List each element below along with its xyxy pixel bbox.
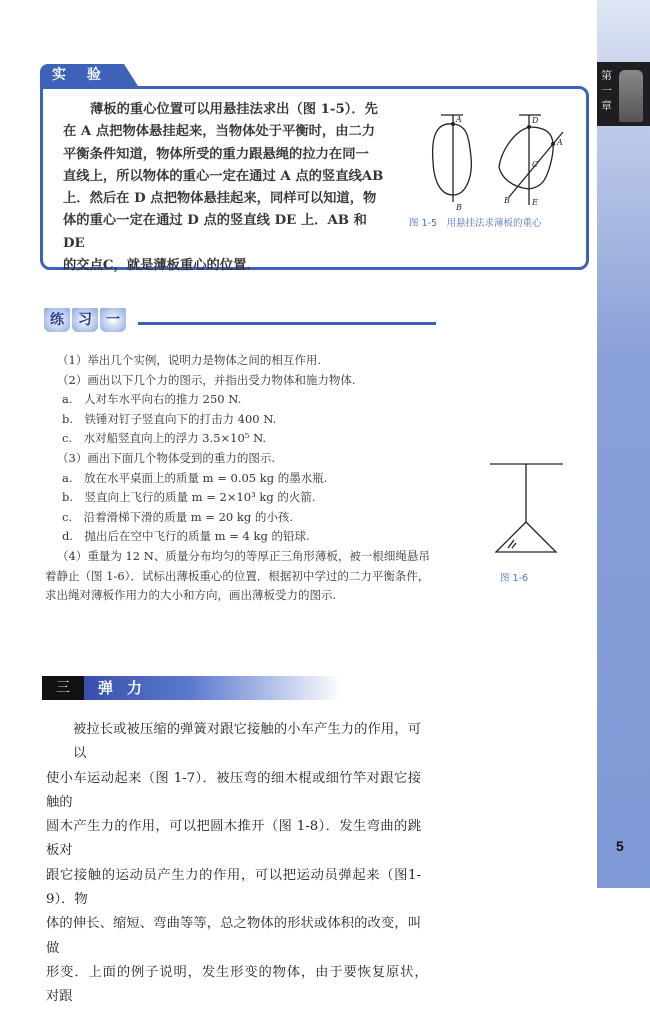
text-line: 被拉长或被压缩的弹簧对跟它接触的小车产生力的作用，可以 bbox=[73, 722, 421, 762]
text-line: 上．然后在 D 点把物体悬挂起来，同样可以知道，物 bbox=[63, 191, 377, 207]
text-line: 体的重心一定在通过 D 点的竖直线 DE 上．AB 和 DE bbox=[63, 213, 367, 251]
text-line: 体的伸长、缩短、弯曲等等，总之物体的形状或体积的改变，叫做 bbox=[46, 916, 421, 956]
exercise-title-char: 一 bbox=[100, 308, 126, 332]
text-line: 圆木产生力的作用，可以把圆木推开（图 1-8）．发生弯曲的跳板对 bbox=[46, 819, 421, 859]
page-number: 5 bbox=[616, 838, 624, 854]
label-d: D bbox=[532, 116, 539, 125]
figure-1-5 bbox=[401, 107, 571, 227]
exercise-heading bbox=[44, 308, 128, 332]
exercise-item: （1）举出几个实例，说明力是物体之间的相互作用. bbox=[57, 353, 321, 367]
label-a: A bbox=[456, 115, 462, 124]
text-line: 薄板的重心位置可以用悬挂法求出（图 1-5）．先 bbox=[90, 102, 378, 117]
text-line: 形变．上面的例子说明，发生形变的物体，由于要恢复原状， 对跟 bbox=[46, 964, 435, 1005]
section-title: 弹力 bbox=[98, 679, 157, 697]
chapter-sidebar bbox=[597, 0, 650, 888]
text-line: 使小车运动起来（图 1-7）．被压弯的细木棍或细竹竿对跟它接触的 bbox=[46, 770, 421, 810]
section-header bbox=[42, 676, 342, 700]
exercise-item: c. 沿着滑梯下滑的质量 m = 20 kg 的小孩. bbox=[62, 509, 294, 524]
exercise-item: a. 放在水平桌面上的质量 m = 0.05 kg 的墨水瓶. bbox=[62, 470, 328, 485]
label-b: B bbox=[456, 203, 462, 212]
section-number: 三 bbox=[42, 676, 84, 700]
section-paragraph bbox=[46, 718, 435, 1010]
chapter-label: 第一章 bbox=[601, 69, 612, 112]
exercise-item: c. 水对船竖直向上的浮力 3.5×10⁵ N. bbox=[62, 431, 267, 446]
text-line: 在 A 点把物体悬挂起来，当物体处于平衡时，由二力 bbox=[63, 124, 376, 140]
experiment-box bbox=[40, 86, 589, 274]
figure-1-6 bbox=[488, 460, 568, 555]
exercise-item: （4）重量为 12 N、质量分布均匀的等厚正三角形薄板，被一根细绳悬吊 bbox=[57, 548, 430, 563]
exercise-item: b. 铁锤对钉子竖直向下的打击力 400 N. bbox=[62, 411, 277, 426]
exercise-item: 求出绳对薄板作用力的大小和方向，画出薄板受力的图示. bbox=[45, 588, 337, 603]
figure-1-5-caption: 图 1-5 用悬挂法求薄板的重心 bbox=[409, 218, 542, 229]
exercise-title-char: 习 bbox=[72, 308, 98, 332]
label-c: C bbox=[532, 160, 539, 169]
text-line: 的交点C，就是薄板重心的位置． bbox=[63, 258, 260, 274]
exercise-item: b. 竖直向上飞行的质量 m = 2×10³ kg 的火箭. bbox=[62, 490, 316, 505]
label-b2: B bbox=[504, 196, 510, 205]
experiment-text bbox=[63, 99, 393, 277]
chapter-tab bbox=[597, 62, 650, 126]
exercise-item: 着静止（图 1-6）．试标出薄板重心的位置．根据初中学过的二力平衡条件， bbox=[45, 568, 430, 583]
chapter-photo bbox=[619, 70, 643, 122]
exercise-divider bbox=[138, 322, 436, 325]
label-e: E bbox=[532, 198, 538, 207]
exercise-item: （2）画出以下几个力的图示，并指出受力物体和施力物体. bbox=[57, 372, 356, 387]
text-line: 跟它接触的运动员产生力的作用，可以把运动员弹起来（图1-9）．物 bbox=[46, 867, 421, 908]
label-a2: A bbox=[557, 138, 563, 147]
exercise-item: d. 抛出后在空中飞行的质量 m = 4 kg 的铅球. bbox=[62, 529, 310, 544]
exercise-item: a. 人对车水平向右的推力 250 N. bbox=[62, 392, 242, 407]
text-line: 直线上，所以物体的重心一定在通过 A 点的竖直线AB bbox=[63, 168, 384, 184]
figure-1-6-caption: 图 1-6 bbox=[500, 573, 529, 584]
exercise-title-char: 练 bbox=[44, 308, 70, 332]
exercise-list bbox=[45, 351, 430, 606]
text-line: 平衡条件知道，物体所受的重力跟悬绳的拉力在同一 bbox=[63, 146, 369, 162]
exercise-item: （3）画出下面几个物体受到的重力的图示. bbox=[57, 450, 275, 465]
experiment-tab: 实 验 bbox=[40, 64, 124, 86]
